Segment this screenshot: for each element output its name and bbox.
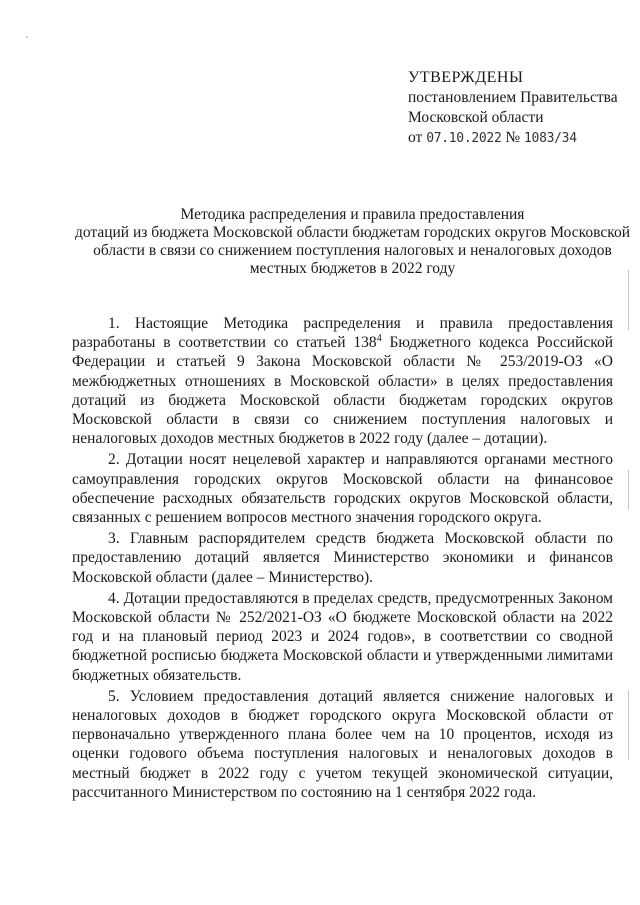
title-line-4: местных бюджетов в 2022 году <box>249 260 456 277</box>
paragraph-1-text-a: 1. Настоящие Методика распределения и правила предоставления разработаны в соответствии со статьей 138 <box>72 315 613 352</box>
title-line-2: дотаций из бюджета Московской области бюджетам городских округов Московской <box>74 224 631 241</box>
approval-date-line <box>408 128 618 149</box>
scan-edge-mark <box>628 270 629 330</box>
document-title <box>60 206 640 278</box>
approval-date: 07.10.2022 <box>426 131 502 146</box>
approval-line-2: Московской области <box>408 109 544 126</box>
document-body <box>72 314 613 804</box>
approval-line-1: постановлением Правительства <box>408 89 618 106</box>
paragraph-2: 2. Дотации носят нецелевой характер и направляются органами местного самоуправления городских округов Московской области на финансовое обеспечение расходных обязательств городских округов Московской области, связанных с решением вопросов местного значения городского округа. <box>72 451 613 527</box>
paragraph-1 <box>72 314 613 448</box>
paragraph-1-text-b: Бюджетного кодекса Российской Федерации и статьей 9 Закона Московской области № 253/2019-ОЗ «О межбюджетных отношениях в Московской области» в целях предоставления дотаций из бюджета Московской области бюджетам городских округов Московской области в связи со снижением поступления налоговых и неналоговых доходов местных бюджетов в 2022 году (далее – дотации). <box>72 334 614 448</box>
paragraph-3: 3. Главным распорядителем средств бюджета Московской области по предоставлению дотаций является Министерство экономики и финансов Московской области (далее – Министерство). <box>72 530 613 586</box>
scan-edge-mark <box>628 690 629 760</box>
approval-stamp-block <box>408 68 618 149</box>
number-prefix: № <box>505 129 521 146</box>
paragraph-4: 4. Дотации предоставляются в пределах средств, предусмотренных Законом Московской области № 252/2021-ОЗ «О бюджете Московской области на 2022 год и на плановый период 2023 и 2024 годов», в соответствии со сводной бюджетной росписью бюджета Московской области и утвержденными лимитами бюджетных обязательств. <box>72 589 613 684</box>
approval-title: УТВЕРЖДЕНЫ <box>408 69 524 86</box>
scan-speck <box>26 36 28 38</box>
scan-edge-mark <box>628 470 629 510</box>
title-line-1: Методика распределения и правила предоставления <box>180 206 525 223</box>
title-line-3: области в связи со снижением поступления налоговых и неналоговых доходов <box>93 242 612 259</box>
date-prefix: от <box>408 129 423 146</box>
approval-number: 1083/34 <box>524 131 577 146</box>
article-superscript: 4 <box>376 333 382 345</box>
paragraph-5: 5. Условием предоставления дотаций является снижение налоговых и неналоговых доходов в бюджет городского округа Московской области от первоначально утвержденного плана более чем на 10 процентов, исходя из оценки годового объема поступления налоговых и неналоговых доходов в местный бюджет в 2022 году с учетом текущей экономической ситуации, рассчитанного Министерством по состоянию на 1 сентября 2022 года. <box>72 687 613 801</box>
